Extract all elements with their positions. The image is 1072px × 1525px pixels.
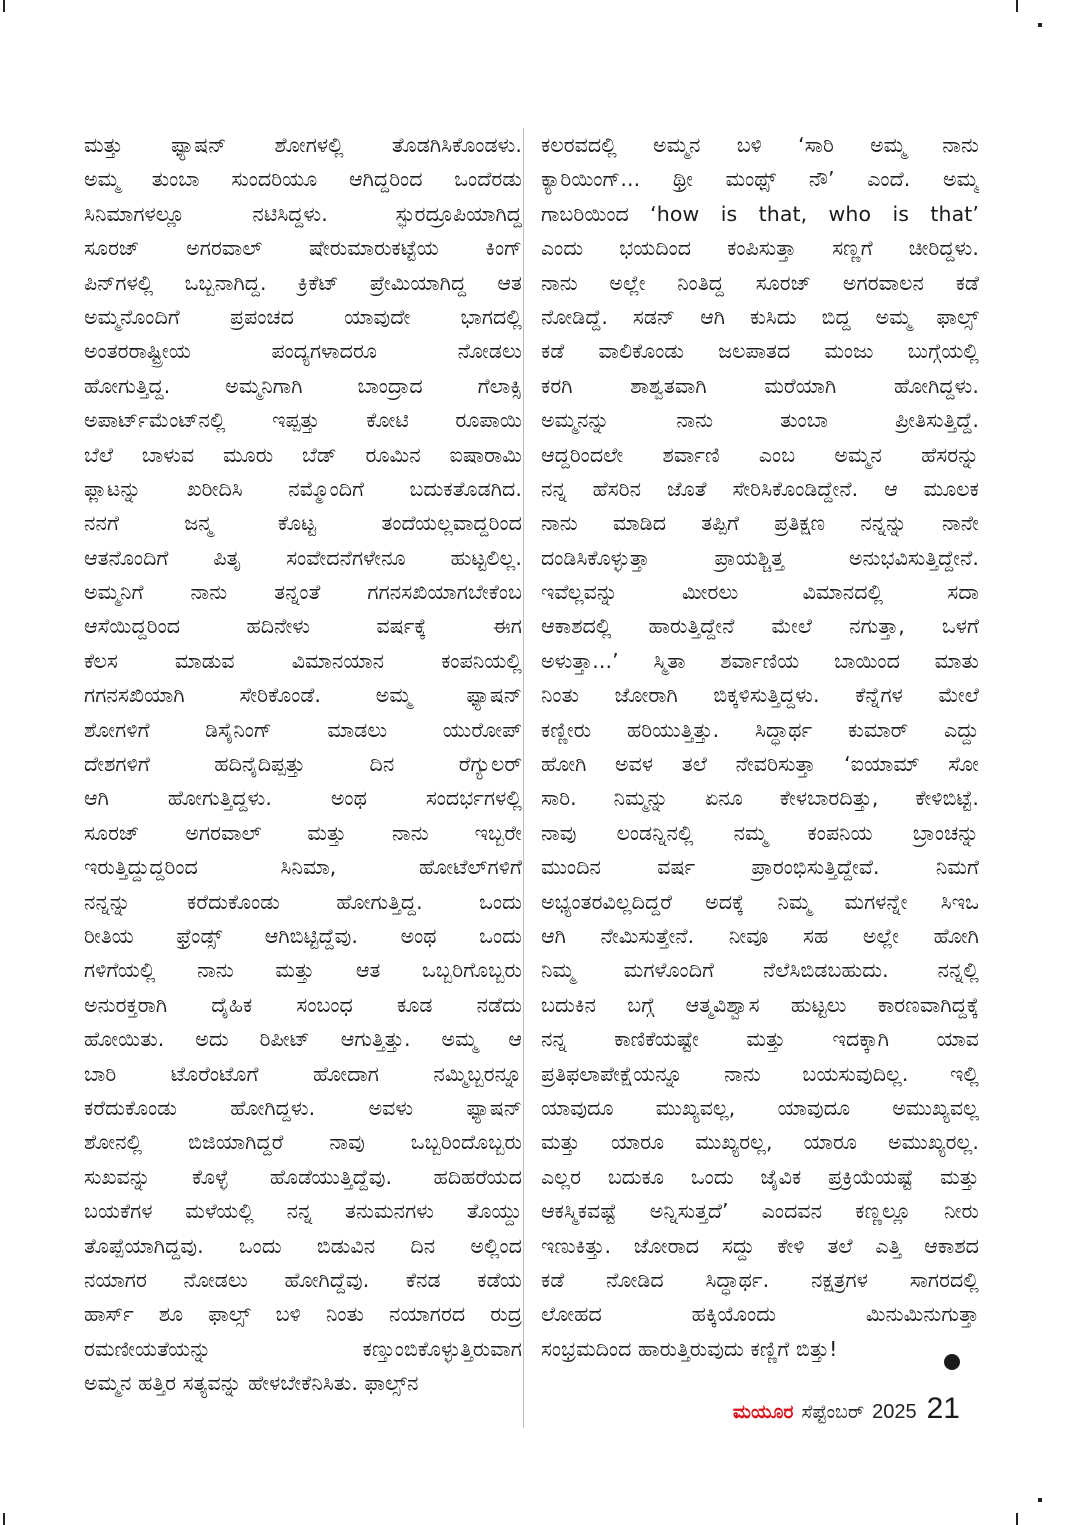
text-line: ಯಾವುದೂ ಮುಖ್ಯವಲ್ಲ, ಯಾವುದೂ ಅಮುಖ್ಯವಲ್ಲ — [541, 1095, 979, 1120]
text-line: ಸೂರಜ್ ಅಗರವಾಲ್ ಷೇರುಮಾರುಕಟ್ಟೆಯ ಕಿಂಗ್ — [84, 236, 522, 261]
text-line: ಎಲ್ಲರ ಬದುಕೂ ಒಂದು ಜೈವಿಕ ಪ್ರಕ್ರಿಯೆಯಷ್ಟೆ ಮತ್ತು — [541, 1164, 979, 1189]
text-line: ಹೋಗಿ ಅವಳ ತಲೆ ನೇವರಿಸುತ್ತಾ ‘ಐಯಾಮ್ ಸೋ — [541, 752, 979, 777]
text-line: ಆಕಸ್ಮಿಕವಷ್ಟೆ ಅನ್ನಿಸುತ್ತದೆ’ ಎಂದವನ ಕಣ್ಣಲ್ಲೂ ನೀರು — [541, 1199, 979, 1224]
text-line: ಇಣುಕಿತ್ತು. ಜೋರಾದ ಸದ್ದು ಕೇಳಿ ತಲೆ ಎತ್ತಿ ಆಕಾಶದ — [541, 1233, 979, 1258]
text-line: ಸಂಭ್ರಮದಿಂದ ಹಾರುತ್ತಿರುವುದು ಕಣ್ಣಿಗೆ ಬಿತ್ತು! — [541, 1336, 838, 1361]
text-line: ಮತ್ತು ಫ್ಯಾಷನ್ ಶೋಗಳಲ್ಲಿ ತೊಡಗಿಸಿಕೊಂಡಳು. — [84, 133, 522, 157]
text-line: ಲೋಹದ ಹಕ್ಕಿಯೊಂದು ಮಿನುಮಿನುಗುತ್ತಾ — [541, 1302, 979, 1327]
crop-mark-top-left — [3, 0, 5, 12]
text-line: ನಯಾಗರ ನೋಡಲು ಹೋಗಿದ್ದೆವು. ಕೆನಡ ಕಡೆಯ — [84, 1267, 522, 1292]
text-line: ಪಿನ್‌ಗಳಲ್ಲಿ ಒಬ್ಬನಾಗಿದ್ದ. ಕ್ರಿಕೆಟ್ ಪ್ರೇಮಿಯಾಗಿದ್ದ ಆತ — [84, 270, 522, 295]
text-line: ಆಸೆಯಿದ್ದರಿಂದ ಹದಿನೇಳು ವರ್ಷಕ್ಕೆ ಈಗ — [84, 614, 522, 639]
text-line: ನನ್ನ ಕಾಣಿಕೆಯಷ್ಟೇ ಮತ್ತು ಇದಕ್ಕಾಗಿ ಯಾವ — [541, 1027, 979, 1052]
text-line: ನಿಂತು ಜೋರಾಗಿ ಬಿಕ್ಕಳಿಸುತ್ತಿದ್ದಳು. ಕೆನ್ನೆಗಳ ಮೇಲೆ — [541, 683, 979, 708]
text-line: ಅಮ್ಮನಿಗೆ ನಾನು ತನ್ನಂತೆ ಗಗನಸಖಿಯಾಗಬೇಕೆಂಬ — [84, 580, 522, 605]
text-line: ಅಂತರರಾಷ್ಟ್ರೀಯ ಪಂದ್ಯಗಳಾದರೂ ನೋಡಲು — [84, 339, 522, 364]
page-footer — [733, 1392, 960, 1426]
text-line: ಅಪಾರ್ಟ್‌ಮೆಂಟ್‌ನಲ್ಲಿ ಇಪ್ಪತ್ತು ಕೋಟಿ ರೂಪಾಯಿ — [84, 408, 522, 433]
text-line: ಕರೆದುಕೊಂಡು ಹೋಗಿದ್ದಳು. ಅವಳು ಫ್ಯಾಷನ್ — [84, 1095, 522, 1120]
text-line: ಬಾರಿ ಟೊರೆಂಟೊಗೆ ಹೋದಾಗ ನಮ್ಮಿಬ್ಬರನ್ನೂ — [84, 1061, 522, 1086]
crop-mark-dot-top — [1038, 23, 1042, 27]
issue-month: ಸೆಪ್ಟೆಂಬರ್ — [801, 1401, 865, 1423]
text-line: ಗಳಿಗೆಯಲ್ಲಿ ನಾನು ಮತ್ತು ಆತ ಒಬ್ಬರಿಗೊಬ್ಬರು — [84, 958, 522, 983]
text-line: ಮುಂದಿನ ವರ್ಷ ಪ್ರಾರಂಭಿಸುತ್ತಿದ್ದೇವೆ. ನಿಮಗೆ — [541, 855, 979, 880]
crop-mark-bottom-left — [3, 1513, 5, 1525]
text-line: ಇರುತ್ತಿದ್ದುದ್ದರಿಂದ ಸಿನಿಮಾ, ಹೋಟೆಲ್‌ಗಳಿಗೆ — [84, 855, 522, 880]
text-line: ಕೆಲಸ ಮಾಡುವ ವಿಮಾನಯಾನ ಕಂಪನಿಯಲ್ಲಿ — [84, 648, 522, 673]
column-divider — [523, 128, 524, 1428]
text-line: ಇವೆಲ್ಲವನ್ನು ಮೀರಲು ವಿಮಾನದಲ್ಲಿ ಸದಾ — [541, 580, 979, 605]
text-line: ನನಗೆ ಜನ್ಮ ಕೊಟ್ಟ ತಂದೆಯಲ್ಲವಾದ್ದರಿಂದ — [84, 511, 522, 536]
text-line: ಫ್ಲಾಟನ್ನು ಖರೀದಿಸಿ ನಮ್ಮೊಂದಿಗೆ ಬದುಕತೊಡಗಿದ. — [84, 476, 522, 501]
text-line: ದಂಡಿಸಿಕೊಳ್ಳುತ್ತಾ ಪ್ರಾಯಶ್ಚಿತ್ತ ಅನುಭವಿಸುತ್ತಿದ್ದೇನೆ. — [541, 545, 979, 570]
text-line: ನಾನು ಅಲ್ಲೇ ನಿಂತಿದ್ದ ಸೂರಜ್ ಅಗರವಾಲನ ಕಡೆ — [541, 270, 979, 295]
issue-year: 2025 — [872, 1401, 917, 1423]
text-line: ಅಮ್ಮ ತುಂಬಾ ಸುಂದರಿಯೂ ಆಗಿದ್ದರಿಂದ ಒಂದೆರಡು — [84, 167, 522, 192]
text-line: ಕಣ್ಣೀರು ಹರಿಯುತ್ತಿತ್ತು. ಸಿದ್ಧಾರ್ಥ ಕುಮಾರ್ ಎದ್ದು — [541, 717, 979, 742]
text-line: ಸಾರಿ. ನಿಮ್ಮನ್ನು ಏನೂ ಕೇಳಬಾರದಿತ್ತು, ಕೇಳಿಬಿಟ್ಟೆ. — [541, 786, 979, 811]
article-column-right — [541, 128, 979, 1366]
text-line: ಶೋನಲ್ಲಿ ಬಿಜಿಯಾಗಿದ್ದರೆ ನಾವು ಒಬ್ಬರಿಂದೊಬ್ಬರು — [84, 1130, 522, 1155]
text-line: ನನ್ನನ್ನು ಕರೆದುಕೊಂಡು ಹೋಗುತ್ತಿದ್ದ. ಒಂದು — [84, 889, 522, 914]
article-end-mark-icon — [944, 1354, 960, 1370]
text-line: ಆದ್ದರಿಂದಲೇ ಶರ್ವಾಣಿ ಎಂಬ ಅಮ್ಮನ ಹೆಸರನ್ನು — [541, 442, 979, 467]
text-line: ಕಲರವದಲ್ಲಿ ಅಮ್ಮನ ಬಳಿ ‘ಸಾರಿ ಅಮ್ಮ ನಾನು — [541, 133, 979, 157]
text-line: ಸೂರಜ್ ಅಗರವಾಲ್ ಮತ್ತು ನಾನು ಇಬ್ಬರೇ — [84, 820, 522, 845]
text-line: ಶೋಗಳಿಗೆ ಡಿಸೈನಿಂಗ್ ಮಾಡಲು ಯುರೋಪ್ — [84, 717, 522, 742]
text-line: ಪ್ರತಿಫಲಾಪೇಕ್ಷೆಯನ್ನೂ ನಾನು ಬಯಸುವುದಿಲ್ಲ. ಇಲ್ಲಿ — [541, 1061, 979, 1086]
article-column-left — [84, 128, 522, 1400]
page-number: 21 — [926, 1392, 960, 1425]
text-line: ಅಳುತ್ತಾ...’ ಸ್ಮಿತಾ ಶರ್ವಾಣಿಯ ಬಾಯಿಂದ ಮಾತು — [541, 648, 979, 673]
text-line: ಅಮ್ಮನನ್ನು ನಾನು ತುಂಬಾ ಪ್ರೀತಿಸುತ್ತಿದ್ದೆ. — [541, 408, 979, 433]
text-line: ಮತ್ತು ಯಾರೂ ಮುಖ್ಯರಲ್ಲ, ಯಾರೂ ಅಮುಖ್ಯರಲ್ಲ. — [541, 1130, 979, 1155]
text-line: ಆಗಿ ನೇಮಿಸುತ್ತೇನೆ. ನೀವೂ ಸಹ ಅಲ್ಲೇ ಹೋಗಿ — [541, 923, 979, 948]
text-line: ಕ್ಯಾರಿಯಿಂಗ್... ಥ್ರೀ ಮಂಥ್ಸ್ ನೌ’ ಎಂದೆ. ಅಮ್ಮ — [541, 167, 979, 192]
text-line: ನಾವು ಲಂಡನ್ನಿನಲ್ಲಿ ನಮ್ಮ ಕಂಪನಿಯ ಬ್ರಾಂಚನ್ನು — [541, 820, 979, 845]
crop-mark-top-right — [1016, 0, 1018, 12]
text-line: ಬಯಕೆಗಳ ಮಳೆಯಲ್ಲಿ ನನ್ನ ತನುಮನಗಳು ತೊಯ್ದು — [84, 1199, 522, 1224]
text-line: ಅಭ್ಯಂತರವಿಲ್ಲದಿದ್ದರೆ ಅದಕ್ಕೆ ನಿಮ್ಮ ಮಗಳನ್ನೇ ಸಿಇಒ — [541, 889, 979, 914]
text-line: ಅಮ್ಮನ ಹತ್ತಿರ ಸತ್ಯವನ್ನು ಹೇಳಬೇಕೆನಿಸಿತು. ಫಾಲ್ಸ್‌ನ — [84, 1371, 419, 1396]
text-line: ಬೆಲೆ ಬಾಳುವ ಮೂರು ಬೆಡ್ ರೂಮಿನ ಐಷಾರಾಮಿ — [84, 442, 522, 467]
text-line: ನಾನು ಮಾಡಿದ ತಪ್ಪಿಗೆ ಪ್ರತಿಕ್ಷಣ ನನ್ನನ್ನು ನಾನೇ — [541, 511, 979, 536]
text-line: ಬದುಕಿನ ಬಗ್ಗೆ ಆತ್ಮವಿಶ್ವಾಸ ಹುಟ್ಟಲು ಕಾರಣವಾಗಿದ್ದಕ್ಕೆ — [541, 992, 979, 1017]
text-line: ಗಗನಸಖಿಯಾಗಿ ಸೇರಿಕೊಂಡೆ. ಅಮ್ಮ ಫ್ಯಾಷನ್ — [84, 683, 522, 708]
text-line: ಹೋಗುತ್ತಿದ್ದ. ಅಮ್ಮನಿಗಾಗಿ ಬಾಂದ್ರಾದ ಗೆಲಾಕ್ಸಿ — [84, 373, 522, 398]
text-line: ಹೋಯಿತು. ಅದು ರಿಪೀಟ್ ಆಗುತ್ತಿತ್ತು. ಅಮ್ಮ ಆ — [84, 1027, 522, 1052]
text-line: ಆಗಿ ಹೋಗುತ್ತಿದ್ದಳು. ಅಂಥ ಸಂದರ್ಭಗಳಲ್ಲಿ — [84, 786, 522, 811]
text-line: ರೀತಿಯ ಫ್ರೆಂಡ್ಸ್ ಆಗಿಬಿಟ್ಟಿದ್ದೆವು. ಅಂಥ ಒಂದು — [84, 923, 522, 948]
text-line: ನಿಮ್ಮ ಮಗಳೊಂದಿಗೆ ನೆಲೆಸಿಬಿಡಬಹುದು. ನನ್ನಲ್ಲಿ — [541, 958, 979, 983]
text-line: ಅನುರಕ್ತರಾಗಿ ದೈಹಿಕ ಸಂಬಂಧ ಕೂಡ ನಡೆದು — [84, 992, 522, 1017]
text-line: ಆಕಾಶದಲ್ಲಿ ಹಾರುತ್ತಿದ್ದೇನೆ ಮೇಲೆ ನಗುತ್ತಾ, ಒಳಗೆ — [541, 614, 979, 639]
text-line: ತೊಪ್ಪೆಯಾಗಿದ್ದವು. ಒಂದು ಬಿಡುವಿನ ದಿನ ಅಲ್ಲಿಂದ — [84, 1233, 522, 1258]
crop-mark-dot-bottom — [1038, 1498, 1042, 1502]
magazine-logo: ಮಯೂರ — [732, 1401, 794, 1423]
text-line: ಕರಗಿ ಶಾಶ್ವತವಾಗಿ ಮರೆಯಾಗಿ ಹೋಗಿದ್ದಳು. — [541, 373, 979, 398]
text-line: ರಮಣೀಯತೆಯನ್ನು ಕಣ್ತುಂಬಿಕೊಳ್ಳುತ್ತಿರುವಾಗ — [84, 1336, 522, 1361]
crop-mark-bottom-right — [1016, 1513, 1018, 1525]
text-line: ಗಾಬರಿಯಿಂದ ‘how is that, who is that’ — [541, 201, 979, 226]
text-line: ಕಡೆ ವಾಲಿಕೊಂಡು ಜಲಪಾತದ ಮಂಜು ಬುಗ್ಗೆಯಲ್ಲಿ — [541, 339, 979, 364]
text-line: ನನ್ನ ಹೆಸರಿನ ಜೊತೆ ಸೇರಿಸಿಕೊಂಡಿದ್ದೇನೆ. ಆ ಮೂಲಕ — [541, 476, 979, 501]
text-line: ಅಮ್ಮನೊಂದಿಗೆ ಪ್ರಪಂಚದ ಯಾವುದೇ ಭಾಗದಲ್ಲಿ — [84, 304, 522, 329]
text-line: ಸಿನಿಮಾಗಳಲ್ಲೂ ನಟಿಸಿದ್ದಳು. ಸ್ಫುರದ್ರೂಪಿಯಾಗಿದ್ದ — [84, 201, 522, 226]
text-line: ನೋಡಿದ್ದೆ. ಸಡನ್ ಆಗಿ ಕುಸಿದು ಬಿದ್ದ ಅಮ್ಮ ಫಾಲ್ಸ್ — [541, 304, 979, 329]
text-line: ಹಾರ್ಸ್ ಶೂ ಫಾಲ್ಸ್ ಬಳಿ ನಿಂತು ನಯಾಗರದ ರುದ್ರ — [84, 1302, 522, 1327]
text-line: ಕಡೆ ನೋಡಿದ ಸಿದ್ಧಾರ್ಥ. ನಕ್ಷತ್ರಗಳ ಸಾಗರದಲ್ಲಿ — [541, 1267, 979, 1292]
text-line: ಆತನೊಂದಿಗೆ ಪಿತೃ ಸಂವೇದನೆಗಳೇನೂ ಹುಟ್ಟಲಿಲ್ಲ. — [84, 545, 522, 570]
text-line: ದೇಶಗಳಿಗೆ ಹದಿನೈದಿಪ್ಪತ್ತು ದಿನ ರೆಗ್ಯುಲರ್ — [84, 752, 522, 777]
text-line: ಎಂದು ಭಯದಿಂದ ಕಂಪಿಸುತ್ತಾ ಸಣ್ಣಗೆ ಚೀರಿದ್ದಳು. — [541, 236, 979, 261]
text-line: ಸುಖವನ್ನು ಕೊಳ್ಳೆ ಹೊಡೆಯುತ್ತಿದ್ದೆವು. ಹದಿಹರೆಯದ — [84, 1164, 522, 1189]
